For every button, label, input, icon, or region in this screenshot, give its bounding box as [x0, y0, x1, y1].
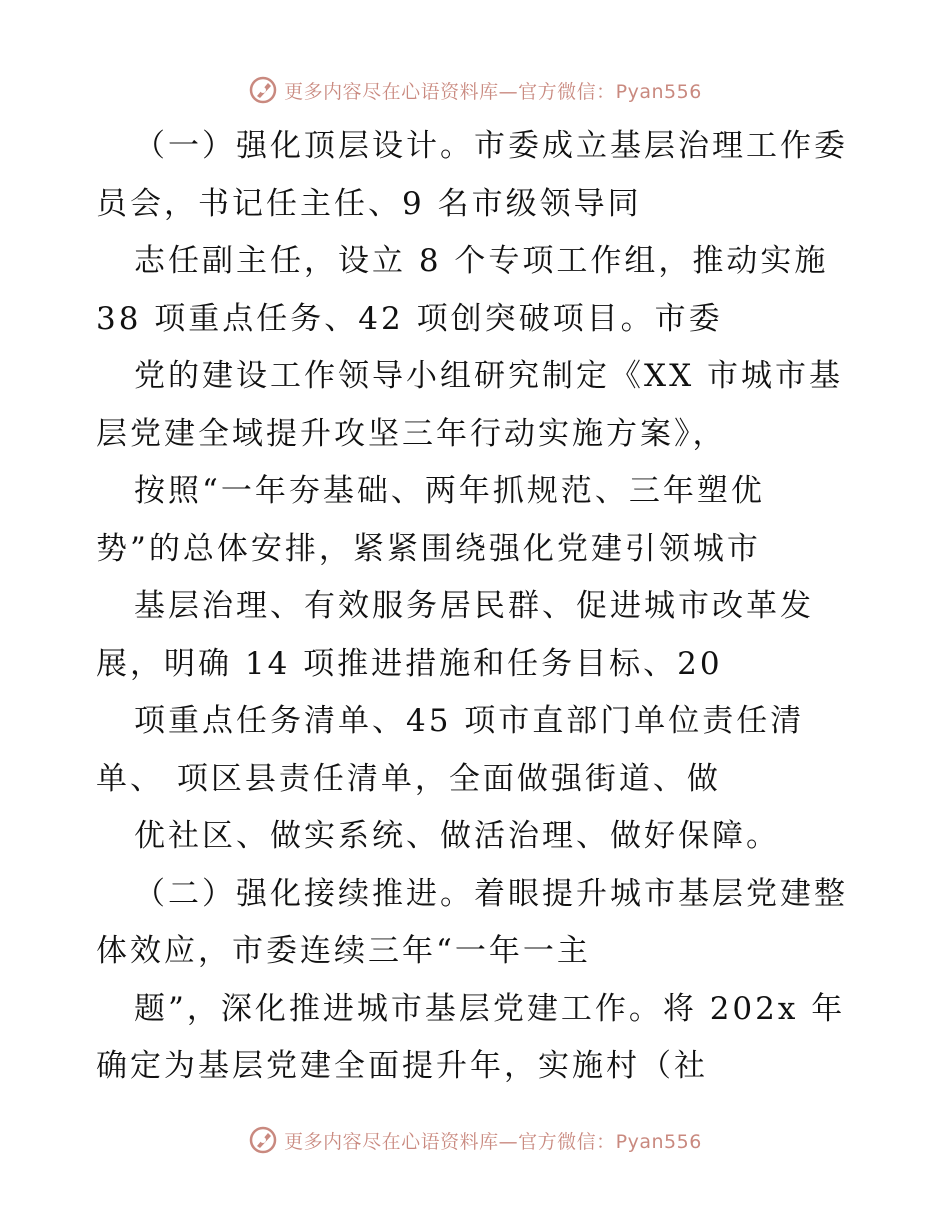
pen-logo-icon [248, 75, 278, 105]
watermark-text: 更多内容尽在心语资料库—官方微信：Pyan556 [284, 1130, 702, 1153]
text-line: 优社区、做实系统、做活治理、做好保障。 [134, 818, 780, 854]
text-line: 按照“一年夯基础、两年抓规范、三年塑优 [134, 473, 765, 509]
text-line: 38 项重点任务、42 项创突破项目。市委 [96, 300, 723, 337]
text-line: 基层治理、有效服务居民群、促进城市改革发 [134, 588, 814, 624]
text-line: 层党建全域提升攻坚三年行动实施方案》， [96, 415, 727, 452]
text-line: 项重点任务清单、45 项市直部门单位责任清 [134, 703, 805, 739]
text-line: 党的建设工作领导小组研究制定《XX 市城市基 [134, 358, 843, 394]
watermark-header [0, 68, 950, 112]
text-line: 确定为基层党建全面提升年，实施村（社 [96, 1048, 708, 1084]
text-line: （一）强化顶层设计。市委成立基层治理工作委 [134, 128, 848, 164]
text-line: 题”，深化推进城市基层党建工作。将 202x 年 [134, 990, 846, 1027]
text-line: 单、 项区县责任清单，全面做强街道、做 [96, 760, 721, 797]
watermark-footer [0, 1118, 950, 1162]
text-line: 展，明确 14 项推进措施和任务目标、20 [96, 645, 723, 682]
pen-logo-icon [248, 1125, 278, 1155]
text-line: （二）强化接续推进。着眼提升城市基层党建整 [134, 875, 848, 912]
document-body [96, 118, 866, 1096]
text-line: 势”的总体安排，紧紧围绕强化党建引领城市 [96, 530, 761, 567]
watermark-text: 更多内容尽在心语资料库—官方微信：Pyan556 [284, 80, 702, 103]
text-line: 员会，书记任主任、9 名市级领导同 [96, 185, 642, 222]
text-line: 体效应，市委连续三年“一年一主 [96, 933, 591, 969]
text-line: 志任副主任，设立 8 个专项工作组，推动实施 [134, 243, 829, 279]
